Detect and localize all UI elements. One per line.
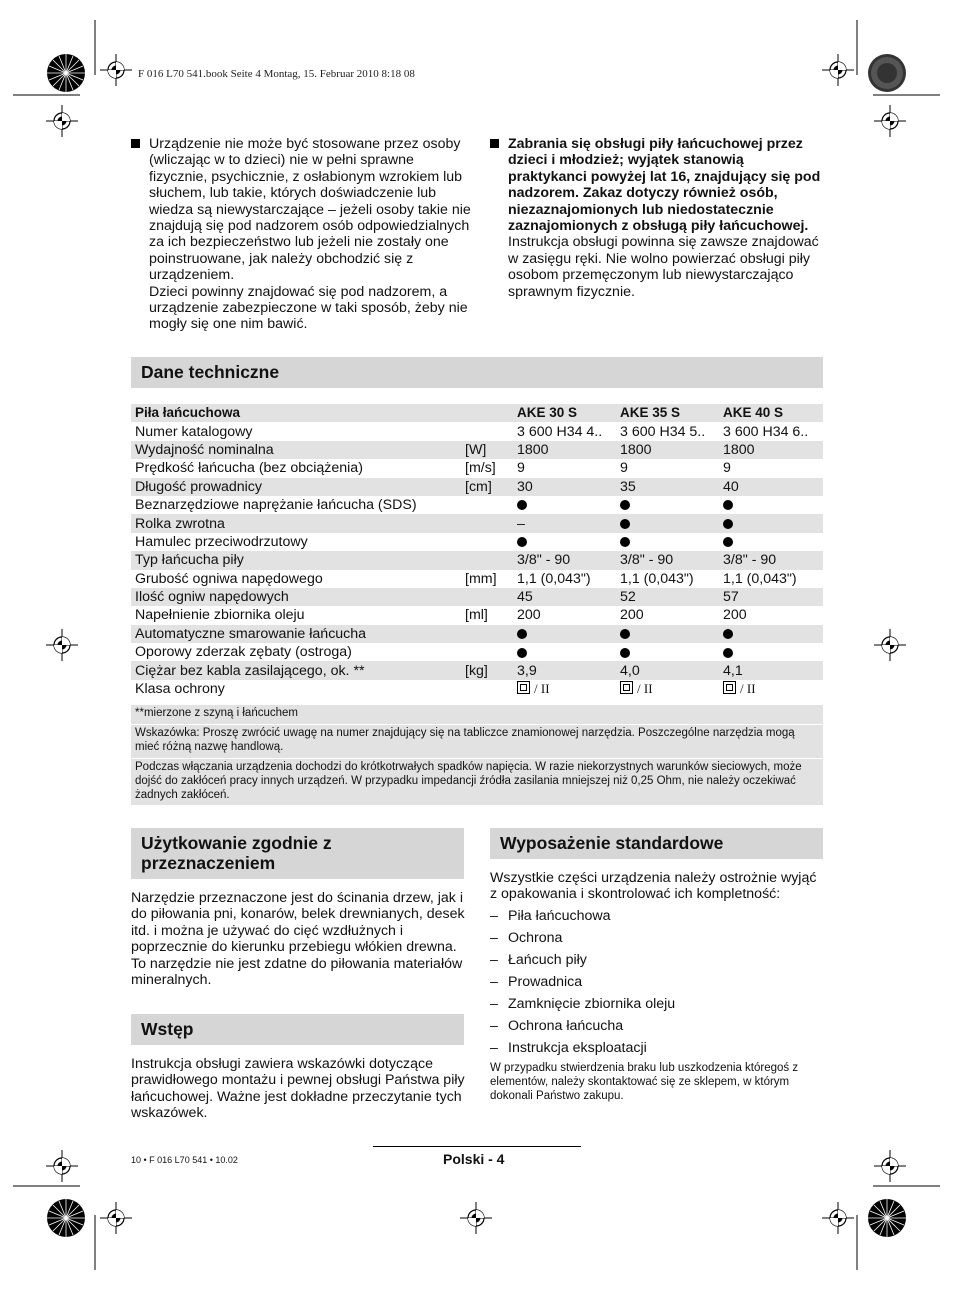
table-cell (616, 514, 719, 532)
safety-right-normal: Instrukcja obsługi powinna się zawsze znajdować w zasięgu ręki. Nie wolno powierzać obsługi piły osobom przemęczonym lub niewystarczająco sprawnym fizycznie. (508, 234, 819, 300)
table-cell: 200 (517, 607, 541, 624)
table-cell (513, 625, 616, 643)
table-row (131, 588, 823, 606)
table-cell: Ilość ogniw napędowych (131, 588, 461, 606)
filled-dot-icon (723, 519, 733, 529)
table-cell: Oporowy zderzak zębaty (ostroga) (135, 644, 352, 661)
table-cell: Klasa ochrony (135, 681, 225, 698)
hint-note: Wskazówka: Proszę zwrócić uwagę na numer znajdujący się na tabliczce znamionowej narzędzia. Poszczególne narzędzia mogą mieć różną nazwę handlową. (131, 724, 823, 758)
footer-code: 10 • F 016 L70 541 • 10.02 (131, 1155, 238, 1165)
table-row (131, 643, 823, 661)
list-item: – Łańcuch piły (490, 951, 824, 973)
table-cell (616, 533, 719, 551)
square-bullet-icon (131, 139, 140, 148)
filled-dot-icon (517, 648, 527, 658)
table-cell: 35 (616, 478, 719, 496)
table-row (131, 514, 823, 532)
table-row (131, 533, 823, 551)
table-cell: 9 (723, 460, 731, 477)
table-row (131, 422, 823, 440)
table-cell: Prędkość łańcucha (bez obciążenia) (135, 460, 363, 477)
table-cell: Piła łańcuchowa (131, 404, 461, 422)
table-cell (461, 551, 513, 569)
table-cell: Typ łańcucha piły (131, 551, 461, 569)
filled-dot-icon (723, 500, 733, 510)
equipment-heading: Wyposażenie standardowe (490, 828, 823, 859)
table-cell: 1800 (719, 441, 823, 459)
table-cell: Ciężar bez kabla zasilającego, ok. ** (131, 661, 461, 679)
table-cell: Długość prowadnicy (131, 478, 461, 496)
table-cell: [mm] (465, 570, 497, 587)
table-cell: 1800 (616, 441, 719, 459)
table-cell: 52 (616, 588, 719, 606)
table-cell (616, 680, 719, 698)
protection-class-text: / II (637, 681, 653, 697)
table-cell: 200 (723, 607, 747, 624)
table-cell: Rolka zwrotna (131, 514, 461, 532)
list-item: – Instrukcja eksploatacji (490, 1039, 824, 1061)
safety-left-p1: Urządzenie nie może być stosowane przez osoby (wliczając w to dzieci) nie w pełni sprawne fizycznie, psychicznie, z osłabionym wzrokiem lub słuchem, lub takie, których doświadczenie lub wiedza są niewystarczające – jeżeli osoby takie nie znajdują się pod nadzorem osób odpowiedzialnych za ich bezpieczeństwo lub jeżeli nie zostały one poinstruowane, jak należy obchodzić się z urządzeniem. (149, 136, 471, 284)
table-cell (461, 643, 513, 661)
table-cell: Hamulec przeciwodrzutowy (135, 533, 308, 550)
table-cell: 40 (719, 478, 823, 496)
table-cell (719, 643, 823, 661)
safety-left (131, 136, 471, 333)
table-cell (461, 533, 513, 551)
table-cell: 45 (513, 588, 616, 606)
table-cell: 3/8" - 90 (719, 551, 823, 569)
square-bullet-icon (490, 139, 499, 148)
table-cell (461, 514, 513, 532)
filled-dot-icon (517, 500, 527, 510)
table-cell: 30 (513, 478, 616, 496)
list-item: – Zamknięcie zbiornika oleju (490, 995, 824, 1017)
table-cell: Numer katalogowy (135, 423, 253, 440)
table-cell: [m/s] (465, 460, 496, 477)
table-cell (719, 533, 823, 551)
table-cell (461, 588, 513, 606)
table-cell (461, 422, 513, 440)
table-cell: 4,1 (719, 661, 823, 679)
table-cell: 1,1 (0,043") (723, 570, 797, 587)
table-cell (616, 496, 719, 514)
filled-dot-icon (620, 629, 630, 639)
table-cell: 1,1 (0,043") (517, 570, 591, 587)
table-cell: 4,0 (616, 661, 719, 679)
safety-right (490, 136, 824, 300)
table-row (131, 459, 823, 477)
table-cell (616, 625, 719, 643)
equipment-note: W przypadku stwierdzenia braku lub uszkodzenia któregoś z elementów, należy skontaktować się ze sklepem, w którym dokonali Państwo zakupu. (490, 1062, 799, 1102)
filled-dot-icon (723, 629, 733, 639)
table-row (131, 661, 823, 679)
table-row (131, 496, 823, 514)
table-cell: 9 (517, 460, 525, 477)
list-item: – Prowadnica (490, 973, 824, 995)
table-cell: Grubość ogniwa napędowego (135, 570, 323, 587)
filled-dot-icon (620, 537, 630, 547)
table-cell (461, 625, 513, 643)
table-cell: 57 (719, 588, 823, 606)
table-cell: 1,1 (0,043") (620, 570, 694, 587)
safety-left-p2: Dzieci powinny znajdować się pod nadzorem, a urządzenie zabezpieczone w taki sposób, żeby nie mogły się one nim bawić. (149, 283, 468, 333)
table-cell: AKE 35 S (616, 404, 719, 422)
table-cell (719, 680, 823, 698)
filled-dot-icon (517, 537, 527, 547)
protection-class-text: / II (740, 681, 756, 697)
table-cell (513, 643, 616, 661)
list-item: – Ochrona łańcucha (490, 1017, 824, 1039)
footer-divider (373, 1146, 581, 1147)
intro-text: Instrukcja obsługi zawiera wskazówki dotyczące prawidłowego montażu i pewnej obsługi Państwa piły łańcuchowej. Ważne jest dokładne przeczytanie tych wskazówek. (131, 1056, 465, 1122)
table-cell: [kg] (461, 661, 513, 679)
table-cell (719, 496, 823, 514)
table-cell: Wydajność nominalna (131, 441, 461, 459)
table-row (131, 551, 823, 569)
double-insulation-icon (620, 681, 633, 694)
filled-dot-icon (517, 629, 527, 639)
equipment-list (490, 907, 824, 1061)
table-cell (719, 514, 823, 532)
table-cell: AKE 30 S (513, 404, 616, 422)
table-cell (513, 680, 616, 698)
table-cell: [cm] (461, 478, 513, 496)
table-cell: – (513, 514, 616, 532)
filled-dot-icon (620, 648, 630, 658)
table-row (131, 625, 823, 643)
equipment-intro: Wszystkie części urządzenia należy ostrożnie wyjąć z opakowania i skontrolować ich kompletność: (490, 870, 817, 903)
table-cell: 3/8" - 90 (513, 551, 616, 569)
double-insulation-icon (517, 681, 530, 694)
table-cell: 3 600 H34 6.. (723, 423, 809, 440)
voltage-note: Podczas włączania urządzenia dochodzi do krótkotrwałych spadków napięcia. W razie niekorzystnych warunków sieciowych, może dojść do zakłóceń pracy innych urządzeń. W przypadku impedancji źródła zasilania mniejszej niż 0,25 Ohm, nie należy oczekiwać żadnych zakłóceń. (131, 758, 823, 805)
table-cell: 3/8" - 90 (616, 551, 719, 569)
table-cell (513, 533, 616, 551)
list-item: – Piła łańcuchowa (490, 907, 824, 929)
list-item: – Ochrona (490, 929, 824, 951)
table-cell: Beznarzędziowe naprężanie łańcucha (SDS) (135, 497, 417, 514)
page-number: Polski - 4 (443, 1151, 505, 1167)
usage-heading: Użytkowanie zgodnie z przeznaczeniem (131, 828, 464, 879)
double-insulation-icon (723, 681, 736, 694)
tech-heading: Dane techniczne (131, 357, 823, 388)
table-cell (461, 680, 513, 698)
table-row (131, 478, 823, 496)
table-cell: 3,9 (513, 661, 616, 679)
table-header-row (131, 404, 823, 422)
table-cell: 3 600 H34 4.. (517, 423, 603, 440)
spec-table (131, 404, 823, 698)
book-header-line: F 016 L70 541.book Seite 4 Montag, 15. Februar 2010 8:18 08 (138, 68, 415, 80)
filled-dot-icon (723, 537, 733, 547)
table-cell (461, 404, 513, 422)
table-row (131, 570, 823, 588)
table-cell: 1800 (513, 441, 616, 459)
usage-text: Narzędzie przeznaczone jest do ścinania drzew, jak i do piłowania pni, konarów, belek drewnianych, desek itd. i można je używać do cięć wzdłużnych i poprzecznie do kierunku przebiegu włókien drewna. To narzędzie nie jest zdatne do piłowania materiałów mineralnych. (131, 890, 465, 989)
filled-dot-icon (723, 648, 733, 658)
protection-class-text: / II (534, 681, 550, 697)
table-cell: Automatyczne smarowanie łańcucha (131, 625, 461, 643)
table-cell: Napełnienie zbiornika oleju (135, 607, 305, 624)
table-cell: [ml] (465, 607, 488, 624)
safety-right-bold: Zabrania się obsługi piły łańcuchowej przez dzieci i młodzież; wyjątek stanowią praktykanci powyżej lat 16, znajdujący się pod nadzorem. Zakaz dotyczy również osób, niezaznajomionych lub niedostatecznie zaznajomionych z obsługą piły łańcuchowej. (508, 136, 821, 235)
footnote: **mierzone z szyną i łańcuchem (131, 705, 823, 724)
table-cell: 3 600 H34 5.. (620, 423, 706, 440)
table-cell: 200 (620, 607, 644, 624)
filled-dot-icon (620, 500, 630, 510)
filled-dot-icon (620, 519, 630, 529)
table-cell: 9 (620, 460, 628, 477)
table-row (131, 606, 823, 624)
table-cell: AKE 40 S (719, 404, 823, 422)
table-cell (719, 625, 823, 643)
table-cell (461, 496, 513, 514)
table-row (131, 441, 823, 459)
table-row (131, 680, 823, 698)
intro-heading: Wstęp (131, 1014, 464, 1045)
table-cell (616, 643, 719, 661)
table-cell (513, 496, 616, 514)
table-cell: [W] (461, 441, 513, 459)
